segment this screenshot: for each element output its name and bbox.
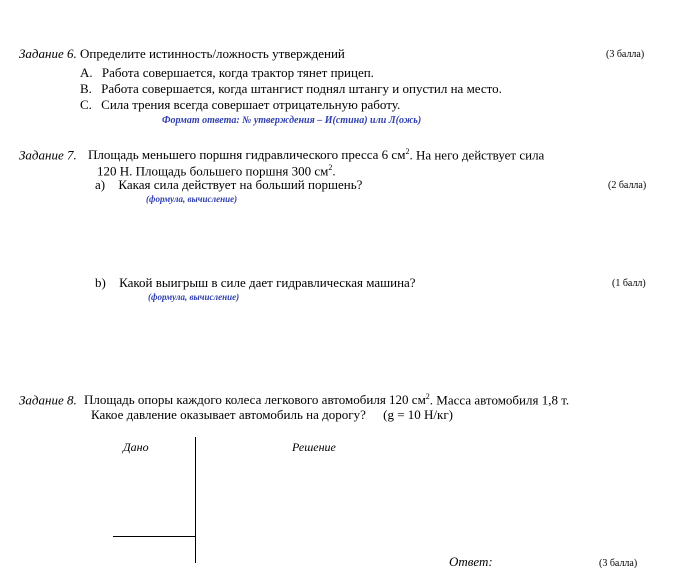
task7-line2-end: . [332, 163, 336, 179]
task6-statement-c [80, 97, 400, 113]
statement-marker: C. [80, 97, 92, 112]
task7-line2-text: 120 Н. Площадь большего поршня 300 см [97, 163, 329, 179]
task8-question: Какое давление оказывает автомобиль на дорогу? [91, 407, 366, 422]
task7-sub-b-points: (1 балл) [612, 278, 646, 289]
superscript: 2 [328, 163, 333, 172]
task7-sub-a [95, 177, 362, 193]
task8-points: (3 балла) [599, 558, 638, 569]
task6-answer-format: Формат ответа: № утверждения – И(стина) или Л(ожь) [162, 115, 422, 126]
superscript: 2 [425, 392, 430, 401]
task6-question: Определите истинность/ложность утверждений [79, 46, 345, 61]
statement-marker: B. [80, 81, 92, 96]
superscript: 2 [405, 147, 410, 156]
task8-line2 [91, 407, 453, 423]
sub-question: Какая сила действует на больший поршень? [118, 177, 363, 192]
statement-text: Работа совершается, когда штангист поднял штангу и опустил на место. [101, 81, 502, 96]
task8-line1-end: . Масса автомобиля 1,8 т. [429, 392, 570, 408]
task8-formula: (g = 10 Н/кг) [383, 407, 453, 422]
task7-sub-a-points: (2 балла) [608, 180, 647, 191]
task6-statement-b [80, 81, 502, 97]
solution-label: Решение [292, 440, 336, 454]
sub-question: Какой выигрыш в силе дает гидравлическая машина? [119, 275, 416, 290]
task6-label: Задание 6. [19, 46, 77, 61]
statement-text: Сила трения всегда совершает отрицательную работу. [101, 97, 401, 112]
task6-header [19, 46, 345, 62]
sub-marker: a) [95, 177, 106, 192]
task7-sub-b-hint: (формула, вычисление) [148, 292, 240, 302]
task8-line1: Площадь опоры каждого колеса легкового автомобиля 120 см [83, 392, 426, 408]
statement-marker: A. [80, 65, 93, 80]
given-divider-vertical [195, 437, 196, 563]
given-label: Дано [123, 440, 149, 454]
task7-line1-end: . На него действует сила [409, 147, 545, 163]
given-divider-horizontal [113, 536, 196, 537]
task7-line1: Площадь меньшего поршня гидравлического пресса 6 см [87, 147, 406, 163]
sub-marker: b) [95, 275, 106, 290]
statement-text: Работа совершается, когда трактор тянет прицеп. [101, 65, 374, 80]
task6-points: (3 балла) [606, 49, 645, 60]
task7-sub-b [95, 275, 416, 291]
task8-label: Задание 8. [19, 392, 77, 408]
task6-statement-a [80, 65, 374, 81]
task7-sub-a-hint: (формула, вычисление) [146, 194, 238, 204]
task8-header [19, 389, 569, 408]
task7-label: Задание 7. [19, 147, 77, 163]
answer-label: Ответ: [449, 554, 493, 569]
